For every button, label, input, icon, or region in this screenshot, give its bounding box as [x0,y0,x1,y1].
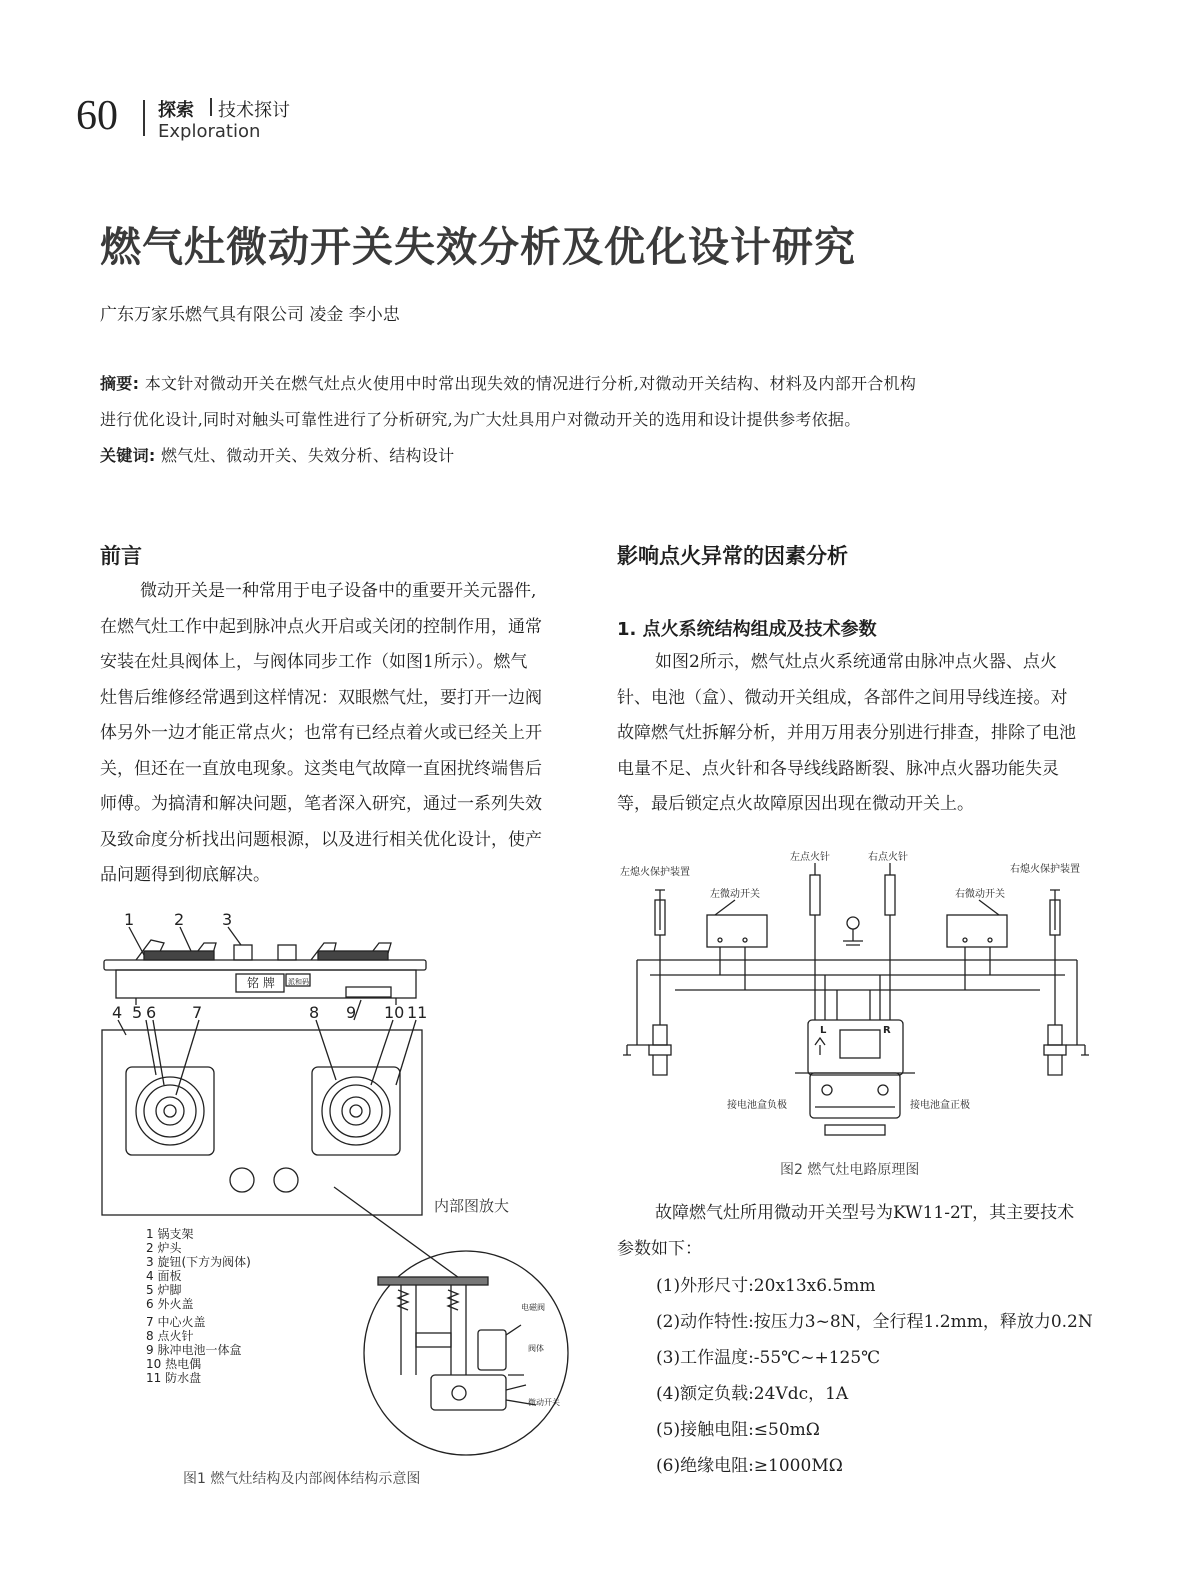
text-line: 师傅。为搞清和解决问题，笔者深入研究，通过一系列失效 [100,794,542,814]
section-heading-intro: 前言 [100,544,142,568]
inset-label: 阀体 [528,1344,544,1353]
text-line: 如图2所示，燃气灶点火系统通常由脉冲点火器、点火 [655,652,1057,672]
callout-9: 9 [346,1003,357,1022]
text-line: 及致命度分析找出问题根源，以及进行相关优化设计，使产 [100,829,542,850]
label-left-flame: 左熄火保护装置 [620,867,690,878]
label-battery-negative: 接电池盒负极 [727,1100,787,1111]
system-paragraph [617,645,1097,823]
text-line: 安装在灶具阀体上，与阀体同步工作（如图1所示）。燃气 [100,652,528,672]
header-divider-small [210,98,212,116]
knob-right [274,1168,298,1192]
keywords: 燃气灶、微动开关、失效分析、结构设计 [161,446,455,465]
callout-4: 4 [112,1003,123,1022]
knob-left [230,1168,254,1192]
valve-body [431,1375,506,1410]
label-left-switch: 左微动开关 [710,889,760,900]
text-line: 参数如下： [617,1238,702,1259]
specs-list [656,1268,1093,1484]
text-line: 关，但还在一直放电现象。这类电气故障一直困扰终端售后 [100,758,542,779]
text-line: 针、电池（盒）、微动开关组成，各部件之间用导线连接。对 [617,687,1068,708]
panel-top-view [102,1030,422,1215]
legend-item: 2 炉头 [146,1241,182,1255]
inset-label: 电磁阀 [521,1303,545,1312]
text-line: 在燃气灶工作中起到脉冲点火开启或关闭的控制作用，通常 [100,616,542,637]
text-line: 微动开关是一种常用于电子设备中的重要开关元器件, [140,581,537,601]
spec-item: (3)工作温度:-55℃~+125℃ [656,1348,881,1368]
burner-left-outer [136,1077,204,1145]
inset-label: 微动开关 [528,1398,560,1407]
callout-7: 7 [192,1003,203,1022]
spec-item: (5)接触电阻:≤50mΩ [656,1420,820,1440]
burner-right-frame [312,1067,400,1155]
spec-item: (6)绝缘电阻:≥1000MΩ [656,1456,843,1476]
knob-side-2 [278,945,296,960]
intro-paragraph [100,574,580,894]
burner-right-outer [322,1077,390,1145]
article-title: 燃气灶微动开关失效分析及优化设计研究 [100,223,856,271]
callout-10: 10 [384,1003,405,1022]
callout-6: 6 [146,1003,157,1022]
callout-5: 5 [132,1003,143,1022]
legend-item: 4 面板 [146,1269,182,1283]
callout-2: 2 [174,910,185,929]
abstract [100,366,1100,474]
text-line: 等，最后锁定点火故障原因出现在微动开关上。 [617,794,974,814]
callout-8: 8 [309,1003,320,1022]
label-right-needle: 右点火针 [868,852,908,863]
figure-2-circuit-diagram [615,845,1100,1140]
section-name-en: Exploration [158,121,261,142]
callout-1: 1 [124,910,135,929]
solenoid-valve [478,1330,506,1370]
figure-1-caption: 图1 燃气灶结构及内部阀体结构示意图 [183,1471,421,1487]
section-heading-factors: 影响点火异常的因素分析 [617,544,848,568]
nameplate-label: 铭 牌 [247,976,275,990]
label-right-switch: 右微动开关 [955,889,1005,900]
header-divider [143,100,145,136]
burner-right-side [318,951,388,960]
abstract-line: 本文针对微动开关在燃气灶点火使用中时常出现失效的情况进行分析,对微动开关结构、材料及内部开合机构 [144,374,917,393]
legend-item: 7 中心火盖 [146,1315,206,1329]
right-switch [947,915,1007,947]
nameplate-small-label: 派和码 [288,978,309,986]
keywords-label: 关键词: [100,446,156,465]
legend-item: 3 旋钮(下方为阀体) [146,1255,251,1269]
battery-box [810,1073,900,1118]
spec-item: (2)动作特性:按压力3~8N，全行程1.2mm，释放力0.2N [656,1312,1093,1332]
right-needle [885,875,895,915]
text-line: 故障燃气灶所用微动开关型号为KW11-2T，其主要技术 [655,1203,1075,1223]
text-line: 灶售后维修经常遇到这样情况：双眼燃气灶，要打开一边阀 [100,687,542,708]
label-L: L [820,1025,827,1036]
page-number: 60 [76,93,118,139]
burner-left-frame [126,1067,214,1155]
subsection-name: 技术探讨 [218,100,290,121]
specs-intro-paragraph [617,1196,1097,1267]
knob-side-1 [234,945,252,960]
text-line: 电量不足、点火针和各导线线路断裂、脉冲点火器功能失灵 [617,758,1059,779]
legend-item: 8 点火针 [146,1329,194,1343]
text-line: 故障燃气灶拆解分析，并用万用表分别进行排查，排除了电池 [617,723,1076,743]
battery-box-side [346,987,391,997]
legend-item: 9 脉冲电池一体盒 [146,1343,242,1357]
spec-item: (1)外形尺寸:20x13x6.5mm [656,1276,876,1296]
abstract-label: 摘要: [100,374,140,393]
spec-item: (4)额定负载:24Vdc，1A [656,1384,849,1404]
text-line: 品问题得到彻底解决。 [100,865,270,885]
article-authors: 广东万家乐燃气具有限公司 凌金 李小忠 [100,305,400,325]
label-battery-positive: 接电池盒正极 [910,1100,970,1111]
label-left-needle: 左点火针 [790,852,830,863]
legend-item: 10 热电偶 [146,1357,202,1371]
legend-item: 5 炉脚 [146,1283,182,1297]
label-right-flame: 右熄火保护装置 [1010,864,1080,875]
label-R: R [883,1025,891,1036]
subsection-heading: 1. 点火系统结构组成及技术参数 [617,619,877,640]
section-name: 探索 [158,100,194,121]
figure-1-stove-diagram [96,905,596,1485]
left-needle [810,875,820,915]
callout-11: 11 [407,1003,428,1022]
legend-item: 11 防水盘 [146,1371,202,1385]
legend-item: 1 锅支架 [146,1227,194,1241]
text-line: 体另外一边才能正常点火；也常有已经点着火或已经关上开 [100,723,542,743]
legend-item: 6 外火盖 [146,1297,194,1311]
abstract-line: 进行优化设计,同时对触头可靠性进行了分析研究,为广大灶具用户对微动开关的选用和设计提供参考依据。 [100,410,861,429]
burner-left-side [144,951,214,960]
zoom-label: 内部图放大 [434,1197,510,1215]
left-switch [707,915,767,947]
callout-3: 3 [222,910,233,929]
stove-top-plate [104,960,426,970]
figure-2-caption: 图2 燃气灶电路原理图 [780,1162,920,1178]
